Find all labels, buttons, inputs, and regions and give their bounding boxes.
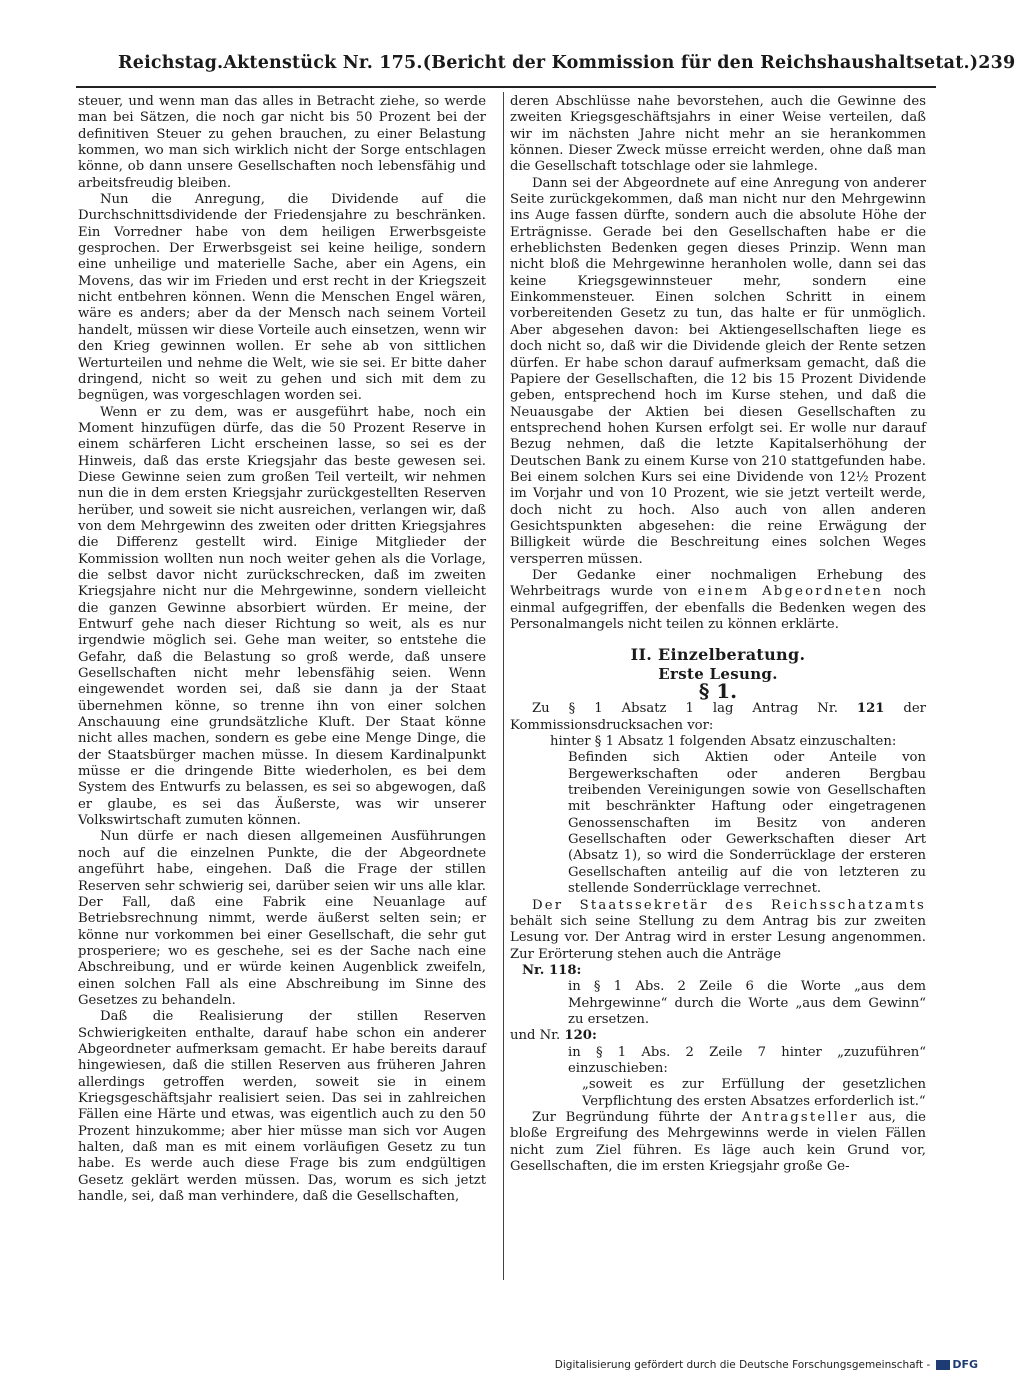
dfg-logo-text: DFG [952, 1358, 978, 1371]
footer-text: Digitalisierung gefördert durch die Deutsche Forschungsgemeinschaft - [554, 1358, 931, 1371]
section-heading: II. Einzelberatung. [630, 645, 806, 665]
header-bericht: (Bericht der Kommission für den Reichshaushaltsetat.) [422, 53, 979, 73]
antrag-121-intro [510, 701, 926, 734]
antrag-120-quote: „soweit es zur Erfüllung der gesetzlichen Verpflichtung des ersten Absatzes erforderlich ist.“ [582, 1077, 926, 1109]
staatssekretaer-spaced: Der Staatssekretär des Reichsschatzamts [532, 897, 926, 913]
left-paragraph-4: Nun dürfe er nach diesen allgemeinen Ausführungen noch auf die einzelnen Punkte, die der Abgeordnete angeführt habe, eingehen. Daß die Frage der stillen Reserven sehr schwierig sei, darüber seien wir uns alle klar. Der Fall, daß eine Fabrik eine Neuanlage auf Betriebsrechnung nimmt, werde äußerst selten sein; er könne nur vorkommen bei einer Gesellschaft, die sehr gut prosperiere; wo es geschehe, sei es der Sache nach eine Abschreibung, und er würde keinen Augenblick zweifeln, einen solchen Fall als eine Abschreibung im Sinne des Gesetzes zu behandeln. [78, 829, 486, 1008]
header-reichstag: Reichstag. [118, 53, 224, 73]
left-paragraph-3: Wenn er zu dem, was er ausgeführt habe, noch ein Moment hinzufügen dürfe, das die 50 Prozent Reserve in einem schärferen Licht erscheinen lasse, so sei es der Hinweis, daß das erste Kriegsjahr das beste gewesen sei. Diese Gewinne seien zum großen Teil verteilt, wir nehmen nun die in dem ersten Kriegsjahr zurückgestellten Reserven herüber, und soweit sie nicht ausreichen, verlangen wir, daß von dem Mehrgewinn des zweiten oder dritten Kriegsjahres die Differenz gestellt wird. Einige Mitglieder der Kommission wollten nun noch weiter gehen als die Vorlage, die selbst davor nicht zurückschrecken, daß im zweiten Kriegsjahre nicht nur die Mehrgewinne, sondern vielleicht die ganzen Gewinne absorbiert würden. Er meine, der Entwurf gehe nach dieser Richtung so weit, als es nur irgendwie möglich sei. Gehe man weiter, so entstehe die Gefahr, daß die Belastung so groß werde, daß unsere Gesellschaften nicht mehr lebensfähig seien. Wenn eingewendet worden sei, daß sie dann ja der Staat übernehmen könne, so trenne ihn von einer solchen Anschauung eine grundsätzliche Kluft. Der Staat könne nicht alles machen, sondern es gebe eine Menge Dinge, die der Staatsbürger machen müsse. In diesem Kardinalpunkt müsse er die dringende Bitte wiederholen, es bei dem System des Entwurfs zu belassen, es sei so abgewogen, daß er glaube, es sei das Äußerste, was wir unserer Volkswirtschaft zumuten können. [78, 404, 486, 829]
paragraph-sign: § 1. [698, 679, 738, 704]
header-aktenstueck: Aktenstück Nr. 175. [223, 53, 423, 73]
antrag-121-line1: hinter § 1 Absatz 1 folgenden Absatz einzuschalten: [550, 734, 897, 750]
left-paragraph-2: Nun die Anregung, die Dividende auf die Durchschnittsdividende der Friedensjahre zu beschränken. Ein Vorredner habe von dem heiligen Erwerbsgeiste gesprochen. Der Erwerbsgeist sei keine heilige, sondern eine unheilige und materielle Sache, aber ein Agens, ein Movens, das wir im Frieden und erst recht in der Kriegszeit nicht entbehren können. Wenn die Menschen Engel wären, wäre es anders; aber da der Mensch nach seinem Vorteil handelt, müssen wir diese Vorteile auch einsetzen, wenn wir den Krieg gewinnen wollen. Er sehe ab von sittlichen Werturteilen und nehme die Welt, wie sie sei. Er bitte daher dringend, nicht so weit zu gehen und sich mit dem zu begnügen, was vorgeschlagen worden sei. [78, 192, 486, 404]
wehrbeitrag-paragraph [510, 568, 926, 633]
antrag-121-text: Befinden sich Aktien oder Anteile von Bergewerkschaften oder anderen Bergbau treibenden Vereinigungen sowie von Gesellschaften mit beschränkter Haftung oder eingetragenen Genossenschaften im Besitz von anderen Gesellschaften oder Gewerkschaften dieser Art (Absatz 1), so wird die Sonderrücklage der ersteren Gesellschaften anteilig auf die von letzteren zu stellende Sonderrücklage verrechnet. [568, 750, 926, 897]
dfg-logo-icon [936, 1360, 950, 1370]
antrag-121-intro-after: der Kommissionsdrucksachen vor: [510, 701, 926, 733]
page-number: 239 [978, 53, 1015, 73]
left-paragraph-1: steuer, und wenn man das alles in Betracht ziehe, so werde man bei Sätzen, die noch gar nicht bis 50 Prozent bei der definitiven Steuer zu gehen brauchen, zu einer Belastung kommen, wo man sich wirklich nicht der Sorge entschlagen könne, ob dann unsere Gesellschaften noch lebensfähig und arbeitsfreudig bleiben. [78, 94, 486, 191]
staatssekretaer-after: behält sich seine Stellung zu dem Antrag bis zur zweiten Lesung vor. Der Antrag wird in erster Lesung angenommen. Zur Erörterung stehen auch die Anträge [510, 913, 926, 962]
begruendung-before: Zur Begründung führte der [532, 1109, 733, 1125]
section-subheading: Erste Lesung. [658, 664, 778, 683]
antrag-120-label-before: und Nr. [510, 1028, 561, 1044]
begruendung-paragraph [510, 1110, 926, 1175]
right-paragraph-2: Dann sei der Abgeordnete auf eine Anregung von anderer Seite zurückgekommen, daß man nicht nur den Mehrgewinn ins Auge fassen dürfte, sondern auch die absolute Höhe der Erträgnisse. Gerade bei den Gesellschaften habe er die erheblichsten Bedenken gegen dieses Prinzip. Wenn man nicht bloß die Mehrgewinne heranholen wolle, dann sei das keine Kriegsgewinnsteuer mehr, sondern eine Einkommensteuer. Einen solchen Schritt in einem vorbereitenden Gesetz zu tun, das halte er für unmöglich. Aber abgesehen davon: bei Aktiengesellschaften liege es doch nicht so, daß wir die Dividende gleich der Rente setzen dürfen. Er habe schon darauf aufmerksam gemacht, daß die Papiere der Gesellschaften, die 12 bis 15 Prozent Dividende geben, entsprechend hoch im Kurse stehen, und daß die Neuausgabe der Aktien bei diesen Gesellschaften zu entsprechend hohen Kursen erfolgt sei. Er wolle nur darauf Bezug nehmen, daß die letzte Kapitalserhöhung der Deutschen Bank zu einem Kurse von 210 stattgefunden habe. Bei einem solchen Kurs sei eine Dividende von 12½ Prozent im Vorjahr und von 10 Prozent, wie sie jetzt verteilt werde, doch nicht zu hoch. Also auch von allen anderen Gesichtspunkten abgesehen: die reine Erwägung der Billigkeit würde die Beschreitung eines solchen Weges versperren müssen. [510, 175, 926, 567]
antrag-120-label [510, 1028, 926, 1044]
antrag-121-intro-before: Zu § 1 Absatz 1 lag Antrag Nr. [532, 701, 838, 717]
antrag-121-number: 121 [856, 701, 885, 717]
dfg-logo [936, 1358, 978, 1371]
left-paragraph-5: Daß die Realisierung der stillen Reserven Schwierigkeiten enthalte, darauf habe schon ein anderer Abgeordneter aufmerksam gemacht. Er habe bereits darauf hingewiesen, daß die stillen Reserven aus früheren Jahren allerdings getroffen werden, soweit sie in einem Kriegsgeschäftsjahr realisiert seien. Das sei in zahlreichen Fällen eine Härte und etwas, was eigentlich auch zu den 50 Prozent hinzukomme; aber hier müsse man sich vor Augen halten, daß man es mit einem vorläufigen Gesetz zu tun habe. Es werde auch diese Frage bis zum endgültigen Gesetz geklärt werden müssen. Das, worum es sich jetzt handle, sei, daß man verhindere, daß die Gesellschaften, [78, 1009, 486, 1205]
begruendung-after: aus, die bloße Ergreifung des Mehrgewinns werde in vielen Fällen nicht zum Ziel führen. Es läge auch kein Grund vor, Gesellschaften, die im ersten Kriegsjahr große Ge- [510, 1109, 926, 1174]
wehrbeitrag-text-after: noch einmal aufgegriffen, der ebenfalls die Bedenken wegen des Personalmangels nicht teilen zu können erklärte. [510, 584, 926, 632]
header-rule [76, 86, 936, 88]
left-column [78, 94, 486, 1205]
begruendung-spaced: Antragsteller [741, 1109, 859, 1125]
staatssekretaer-paragraph [510, 898, 926, 963]
antrag-118-label: Nr. 118: [522, 962, 582, 978]
right-paragraph-1: deren Abschlüsse nahe bevorstehen, auch die Gewinne des zweiten Kriegsgeschäftsjahrs in einer Weise verteilen, daß wir im nächsten Jahre nicht mehr an sie herankommen können. Dieser Zweck müsse erreicht werden, ohne daß man die Gesellschaft totschlage oder sie lahmlege. [510, 94, 926, 175]
antrag-118-text: in § 1 Abs. 2 Zeile 6 die Worte „aus dem Mehrgewinne“ durch die Worte „aus dem Gewinn“ zu ersetzen. [568, 979, 926, 1027]
page-header [118, 46, 1015, 80]
column-divider [503, 92, 504, 1280]
footer [555, 1358, 978, 1371]
wehrbeitrag-text-before: Der Gedanke einer nochmaligen Erhebung des Wehrbeitrags wurde von [510, 567, 926, 600]
right-column [510, 94, 926, 1175]
antrag-120-number: 120: [564, 1028, 597, 1044]
wehrbeitrag-spaced: einem Abgeordneten [697, 584, 884, 600]
antrag-120-text: in § 1 Abs. 2 Zeile 7 hinter „zuzuführen“ einzuschieben: [568, 1044, 926, 1076]
